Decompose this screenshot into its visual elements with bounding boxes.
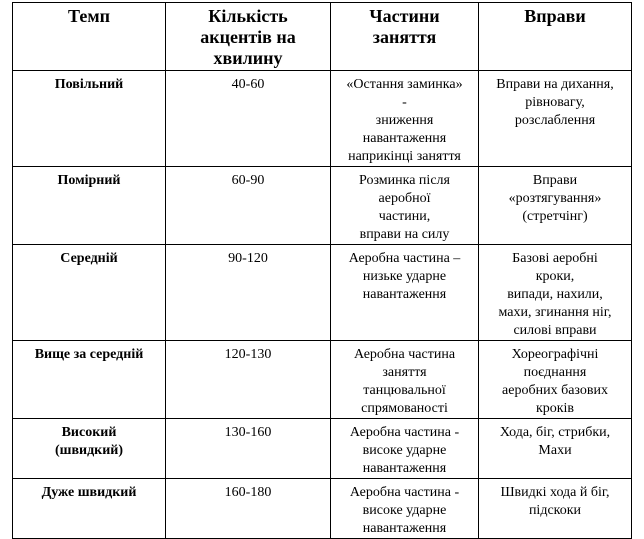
cell-exercises: Швидкі хода й біг, підскоки [479,479,632,539]
cell-tempo: Помірний [13,167,166,245]
tempo-table [12,2,632,539]
cell-tempo: Вище за середній [13,341,166,419]
cell-tempo: Високий (швидкий) [13,419,166,479]
cell-tempo: Середній [13,245,166,341]
table-row [13,479,632,539]
cell-exercises: Хореографічні поєднання аеробних базових кроків [479,341,632,419]
header-class-parts: Частини заняття [331,3,479,71]
cell-accents: 120-130 [166,341,331,419]
cell-exercises: Вправи «розтягування» (стретчінг) [479,167,632,245]
cell-exercises: Базові аеробні кроки, випади, нахили, махи, згинання ніг, силові вправи [479,245,632,341]
cell-accents: 160-180 [166,479,331,539]
table-row [13,245,632,341]
cell-parts: Аеробна частина - високе ударне навантаження [331,419,479,479]
cell-parts: Аеробна частина – низьке ударне навантаження [331,245,479,341]
cell-accents: 130-160 [166,419,331,479]
cell-accents: 60-90 [166,167,331,245]
cell-parts: Аеробна частина заняття танцювальної спрямованості [331,341,479,419]
cell-tempo: Дуже швидкий [13,479,166,539]
table-row [13,71,632,167]
table-header-row [13,3,632,71]
cell-tempo: Повільний [13,71,166,167]
table-row [13,167,632,245]
header-exercises: Вправи [479,3,632,71]
header-accents-per-minute: Кількість акцентів на хвилину [166,3,331,71]
header-tempo: Темп [13,3,166,71]
cell-exercises: Хода, біг, стрибки, Махи [479,419,632,479]
cell-parts: «Остання заминка» - зниження навантаження наприкінці заняття [331,71,479,167]
cell-exercises: Вправи на дихання, рівновагу, розслаблення [479,71,632,167]
cell-accents: 90-120 [166,245,331,341]
cell-accents: 40-60 [166,71,331,167]
table-row [13,419,632,479]
cell-parts: Розминка після аеробної частини, вправи на силу [331,167,479,245]
table-row [13,341,632,419]
cell-parts: Аеробна частина - високе ударне навантаження [331,479,479,539]
